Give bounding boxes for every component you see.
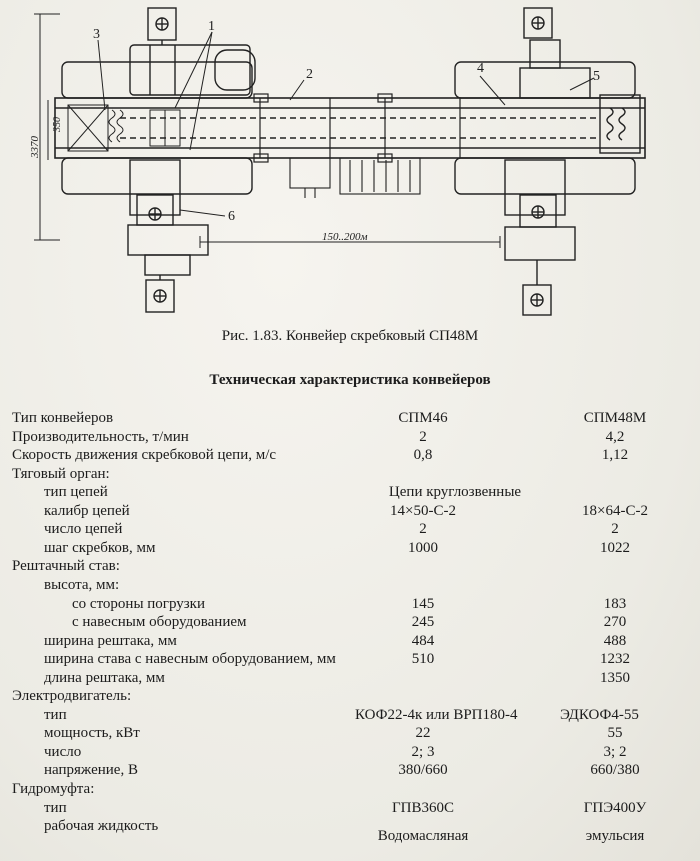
spec-value-spm46: 14×50-С-2 [390,502,456,519]
spec-value-spm48m: 660/380 [590,762,640,779]
spec-row [0,761,700,779]
spec-row-label: Тяговый орган: [12,465,110,482]
spec-value-spm48m: 270 [603,614,627,631]
spec-row-label: Электродвигатель: [12,688,132,705]
left-lower-drive [62,158,252,194]
spec-value-spm46: ГПВ360С [391,799,454,816]
spec-row-label: Гидромуфта: [12,781,95,797]
spec-value-spm48m: 1232 [600,651,630,668]
spec-value-spm46: КОФ22-4к или ВРП180-4 [355,706,518,723]
spec-row-label: тип [44,706,67,723]
spec-row-label: шаг скребков, мм [44,539,156,556]
spec-value-spm48m: 2 [611,521,619,538]
spec-value-spm46: 1000 [408,539,438,556]
spec-row-label: тип [44,799,67,816]
spec-value-spm48m: 3; 2 [603,743,627,760]
spec-value-spm48m: 4,2 [605,428,625,445]
spec-row-label: рабочая жидкость [44,818,159,835]
spec-value-spm48m: 1350 [600,669,630,686]
spec-row [0,465,700,483]
spec-value-spm46: 484 [411,632,435,649]
callout-4: 4 [477,61,484,76]
callout-2: 2 [306,67,313,82]
spec-row [0,557,700,575]
dimension-height-inner: 350 [52,117,63,132]
spec-row [0,576,700,594]
spec-row-value-both: Цепи круглозвенные [388,484,522,501]
spec-row-label: высота, мм: [44,576,120,593]
spec-row-label: Скорость движения скребковой цепи, м/с [12,447,277,464]
spec-row [0,428,700,446]
spec-value-spm48m: 18×64-С-2 [582,502,648,519]
spec-row [0,520,700,538]
spec-row [0,724,700,742]
callout-6: 6 [228,209,235,224]
spec-row-label: длина рештака, мм [44,669,165,686]
callout-3: 3 [93,27,100,42]
conveyor-pan [55,98,645,158]
spec-value-spm46: 145 [411,595,435,612]
spec-value-spm46: 510 [411,651,435,668]
spec-row [0,669,700,687]
spec-title: Техническая характеристика конвейеров [209,372,491,388]
spec-row-label: мощность, кВт [44,725,140,742]
spec-row [0,502,700,520]
spec-row-label: Тип конвейеров [12,410,114,426]
spec-row-label: Рештачный став: [12,558,120,575]
spec-value-spm48m: эмульсия [585,828,645,845]
spec-value-spm46: 0,8 [413,447,433,464]
spec-value-spm46: 22 [415,725,431,742]
spec-value-spm46: 2 [419,428,427,445]
spec-value-spm48m: СПМ48М [583,410,647,426]
spec-value-spm48m: ГПЭ400У [583,799,647,816]
spec-row-label: с навесным оборудованием [72,614,247,631]
dimension-height-total: 3370 [29,136,41,158]
spec-row [0,613,700,631]
spec-row [0,483,700,501]
spec-row [0,595,700,613]
spec-value-spm48m: 488 [603,632,627,649]
spec-value-spm46: 2 [419,521,427,538]
spec-row [0,743,700,761]
spec-row [0,799,700,817]
spec-row [0,539,700,557]
spec-row [0,446,700,464]
spec-value-spm46: 245 [411,614,435,631]
spec-value-spm46: 380/660 [398,762,448,779]
spec-row [0,650,700,668]
spec-value-spm48m: ЭДКОФ4-55 [560,706,639,723]
spec-row-label: тип цепей [44,484,108,501]
spec-value-spm48m: 55 [607,725,623,742]
spec-row-label: ширина рештака, мм [44,632,177,649]
spec-value-spm46: СПМ46 [398,410,448,426]
spec-row-label: со стороны погрузки [72,595,206,612]
figure-caption: Рис. 1.83. Конвейер скребковый СП48М [221,328,479,344]
spec-row [0,632,700,650]
spec-row [0,780,700,798]
spec-row-label: ширина става с навесным оборудованием, мм [44,651,336,668]
dimension-length: 150..200м [322,231,368,243]
spec-row-label: напряжение, В [44,762,138,779]
spec-row-label: число цепей [44,521,123,538]
spec-value-spm48m: 1,12 [601,447,629,464]
callout-1: 1 [208,19,215,34]
callout-5: 5 [593,69,600,84]
conveyor-drawing [0,0,700,325]
spec-row-label: калибр цепей [44,502,130,519]
spec-row [0,706,700,724]
right-lower-drive [455,158,635,194]
spec-row [0,817,700,845]
spec-row [0,409,700,427]
spec-row-label: число [44,743,82,760]
spec-value-spm48m: 1022 [600,539,630,556]
spec-row [0,687,700,705]
spec-value-spm48m: 183 [603,595,627,612]
left-upper-drive [62,62,252,98]
spec-row-label: Производительность, т/мин [12,428,189,445]
spec-value-spm46: 2; 3 [411,743,435,760]
spec-value-spm46: Водомасляная [377,828,469,845]
